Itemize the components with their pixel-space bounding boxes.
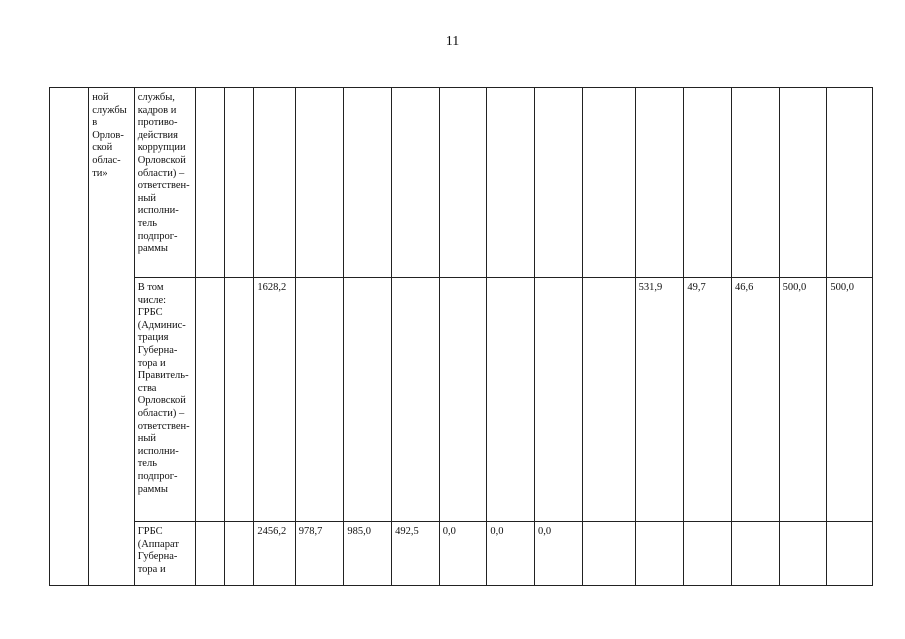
value-cell bbox=[392, 278, 440, 522]
description-cell bbox=[134, 278, 195, 522]
value-cell: 500,0 bbox=[779, 278, 827, 522]
description-text: службы, кадров и противо- действия коррупции Орловской области) – ответствен- ный исполни- тель подпрог- раммы bbox=[137, 92, 190, 255]
value-cell bbox=[732, 88, 780, 278]
value-cell bbox=[295, 88, 344, 278]
value-cell bbox=[779, 88, 827, 278]
value-cell bbox=[344, 88, 392, 278]
row-number-cell bbox=[50, 88, 89, 586]
value-cell: 985,0 bbox=[344, 522, 392, 586]
budget-table bbox=[49, 87, 873, 586]
value-cell bbox=[779, 522, 827, 586]
value-cell bbox=[635, 522, 684, 586]
value-cell bbox=[582, 278, 635, 522]
value-cell bbox=[439, 88, 487, 278]
value-cell bbox=[344, 278, 392, 522]
description-text: ГРБС (Аппарат Губерна- тора и bbox=[137, 526, 179, 575]
value-cell: 46,6 bbox=[732, 278, 780, 522]
value-cell: 0,0 bbox=[487, 522, 535, 586]
value-cell bbox=[732, 522, 780, 586]
value-cell bbox=[295, 278, 344, 522]
value-cell bbox=[254, 88, 295, 278]
value-cell: 978,7 bbox=[295, 522, 344, 586]
value-cell bbox=[582, 522, 635, 586]
value-cell: 492,5 bbox=[392, 522, 440, 586]
value-cell bbox=[439, 278, 487, 522]
value-cell bbox=[487, 88, 535, 278]
table-row bbox=[50, 88, 873, 278]
table-body bbox=[50, 88, 873, 586]
value-cell bbox=[635, 88, 684, 278]
value-cell: 1628,2 bbox=[254, 278, 295, 522]
program-name-cell bbox=[89, 88, 135, 586]
value-cell: 49,7 bbox=[684, 278, 732, 522]
value-cell: 2456,2 bbox=[254, 522, 295, 586]
code-cell bbox=[196, 88, 225, 278]
value-cell bbox=[684, 88, 732, 278]
value-cell: 531,9 bbox=[635, 278, 684, 522]
code-cell bbox=[196, 522, 225, 586]
code-cell bbox=[196, 278, 225, 522]
table-row bbox=[50, 278, 873, 522]
value-cell bbox=[684, 522, 732, 586]
description-text: В том числе: ГРБС (Админис- трация Губерна- тора и Правитель- ства Орловской области) – ответствен- ный исполни- тель подпрог- раммы bbox=[137, 282, 190, 495]
value-cell bbox=[535, 278, 583, 522]
code-cell bbox=[224, 522, 254, 586]
value-cell: 500,0 bbox=[827, 278, 873, 522]
value-cell: 0,0 bbox=[535, 522, 583, 586]
code-cell bbox=[224, 88, 254, 278]
description-cell bbox=[134, 88, 195, 278]
value-cell bbox=[827, 522, 873, 586]
value-cell bbox=[535, 88, 583, 278]
table-row bbox=[50, 522, 873, 586]
description-cell bbox=[134, 522, 195, 586]
program-name-text: ной службы в Орлов- ской облас- ти» bbox=[92, 92, 127, 179]
value-cell bbox=[392, 88, 440, 278]
value-cell: 0,0 bbox=[439, 522, 487, 586]
code-cell bbox=[224, 278, 254, 522]
value-cell bbox=[582, 88, 635, 278]
page-number: 11 bbox=[445, 34, 460, 49]
value-cell bbox=[827, 88, 873, 278]
value-cell bbox=[487, 278, 535, 522]
